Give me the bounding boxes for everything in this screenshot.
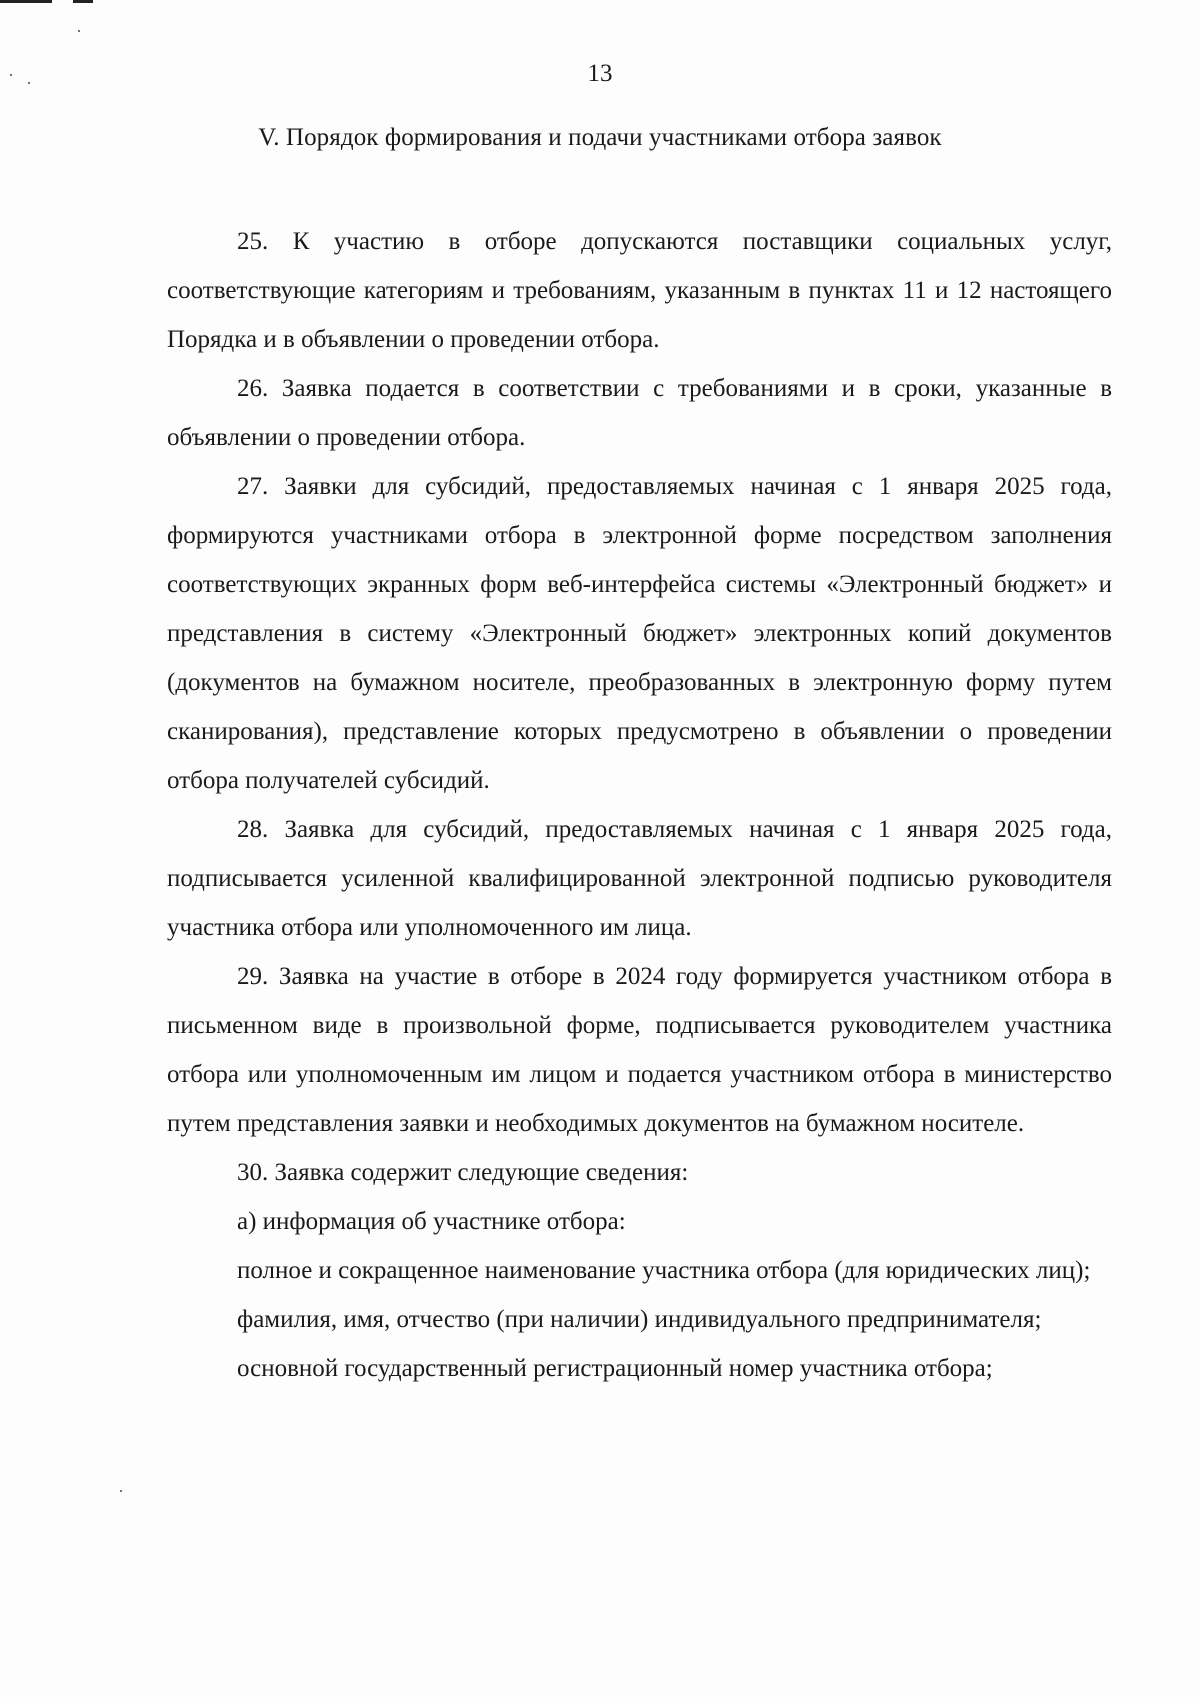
page-number: 13	[587, 60, 613, 87]
scan-speck	[120, 1490, 122, 1492]
section-title: V. Порядок формирования и подачи участниками отбора заявок	[258, 124, 942, 151]
subitem-a: а) информация об участнике отбора:	[237, 1208, 626, 1235]
paragraph-30: 30. Заявка содержит следующие сведения:	[237, 1159, 689, 1186]
list-item-entrepreneur-name: фамилия, имя, отчество (при наличии) индивидуального предпринимателя;	[237, 1306, 1042, 1333]
list-item-ogrn: основной государственный регистрационный номер участника отбора;	[237, 1355, 993, 1382]
paragraph-26: 26. Заявка подается в соответствии с требованиями и в сроки, указанные в объявлении о проведении отбора.	[167, 375, 1112, 451]
paragraph-29: 29. Заявка на участие в отборе в 2024 году формируется участником отбора в письменном виде в произвольной форме, подписывается руководителем участника отбора или уполномоченным им лицом и подается участником отбора в министерство путем представления заявки и необходимых документов на бумажном носителе.	[167, 963, 1112, 1137]
document-body	[167, 217, 1112, 1393]
paragraph-27: 27. Заявки для субсидий, предоставляемых начиная с 1 января 2025 года, формируются участниками отбора в электронной форме посредством заполнения соответствующих экранных форм веб-интерфейса системы «Электронный бюджет» и представления в систему «Электронный бюджет» электронных копий документов (документов на бумажном носителе, преобразованных в электронную форму путем сканирования), представление которых предусмотрено в объявлении о проведении отбора получателей субсидий.	[167, 473, 1112, 794]
scan-speck	[78, 30, 80, 32]
paragraph-25: 25. К участию в отборе допускаются поставщики социальных услуг, соответствующие категориям и требованиям, указанным в пунктах 11 и 12 настоящего Порядка и в объявлении о проведении отбора.	[167, 228, 1112, 353]
list-item-full-name: полное и сокращенное наименование участника отбора (для юридических лиц);	[237, 1257, 1091, 1284]
scan-edge-mark	[0, 0, 52, 3]
paragraph-28: 28. Заявка для субсидий, предоставляемых начиная с 1 января 2025 года, подписывается усиленной квалифицированной электронной подписью руководителя участника отбора или уполномоченного им лица.	[167, 816, 1112, 941]
scan-edge-mark	[73, 0, 93, 3]
